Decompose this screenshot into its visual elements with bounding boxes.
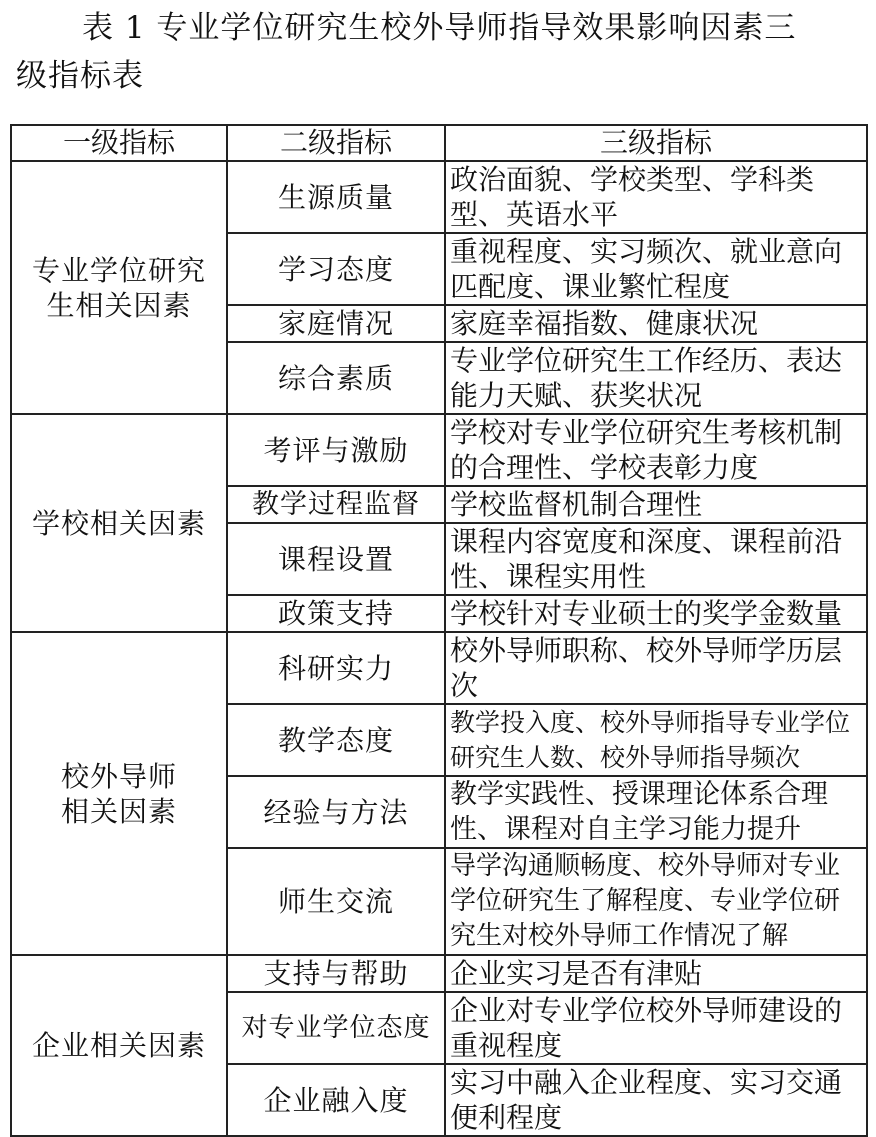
table-caption <box>16 4 866 100</box>
level3-cell: 企业对专业学位校外导师建设的重视程度 <box>445 992 867 1064</box>
level3-cell: 家庭幸福指数、健康状况 <box>445 305 867 342</box>
level2-cell: 师生交流 <box>227 848 445 955</box>
level2-cell: 家庭情况 <box>227 305 445 342</box>
level2-cell: 教学过程监督 <box>227 486 445 523</box>
level3-cell: 教学投入度、校外导师指导专业学位研究生人数、校外导师指导频次 <box>445 704 867 776</box>
level2-cell: 学习态度 <box>227 233 445 305</box>
level3-cell: 课程内容宽度和深度、课程前沿性、课程实用性 <box>445 523 867 595</box>
table-row <box>11 414 867 486</box>
level2-cell: 生源质量 <box>227 161 445 233</box>
level1-cell: 校外导师相关因素 <box>11 632 227 955</box>
level2-cell: 支持与帮助 <box>227 955 445 992</box>
level3-cell: 教学实践性、授课理论体系合理性、课程对自主学习能力提升 <box>445 776 867 848</box>
header-level2: 二级指标 <box>227 125 445 161</box>
level2-cell: 综合素质 <box>227 342 445 414</box>
level1-cell: 专业学位研究生相关因素 <box>11 161 227 414</box>
level2-cell: 教学态度 <box>227 704 445 776</box>
level3-cell: 学校对专业学位研究生考核机制的合理性、学校表彰力度 <box>445 414 867 486</box>
level2-cell: 科研实力 <box>227 632 445 704</box>
level1-cell: 学校相关因素 <box>11 414 227 632</box>
level2-cell: 经验与方法 <box>227 776 445 848</box>
level2-cell: 企业融入度 <box>227 1064 445 1136</box>
level3-cell: 学校监督机制合理性 <box>445 486 867 523</box>
header-level1: 一级指标 <box>11 125 227 161</box>
table-row <box>11 161 867 233</box>
level3-cell: 学校针对专业硕士的奖学金数量 <box>445 595 867 632</box>
level1-cell: 企业相关因素 <box>11 955 227 1136</box>
caption-line-2: 级指标表 <box>16 58 144 94</box>
level2-cell: 政策支持 <box>227 595 445 632</box>
level2-cell: 课程设置 <box>227 523 445 595</box>
header-row <box>11 125 867 161</box>
table-row <box>11 955 867 992</box>
level3-cell: 实习中融入企业程度、实习交通便利程度 <box>445 1064 867 1136</box>
level3-cell: 校外导师职称、校外导师学历层次 <box>445 632 867 704</box>
header-level3: 三级指标 <box>445 125 867 161</box>
table-row <box>11 632 867 704</box>
level2-cell: 考评与激励 <box>227 414 445 486</box>
indicator-table <box>10 124 868 1137</box>
level3-cell: 重视程度、实习频次、就业意向匹配度、课业繁忙程度 <box>445 233 867 305</box>
level3-cell: 政治面貌、学校类型、学科类型、英语水平 <box>445 161 867 233</box>
level2-cell: 对专业学位态度 <box>227 992 445 1064</box>
level3-cell: 专业学位研究生工作经历、表达能力天赋、获奖状况 <box>445 342 867 414</box>
level3-cell: 企业实习是否有津贴 <box>445 955 867 992</box>
caption-line-1: 表 1 专业学位研究生校外导师指导效果影响因素三 <box>82 10 797 46</box>
level3-cell: 导学沟通顺畅度、校外导师对专业学位研究生了解程度、专业学位研究生对校外导师工作情况了解 <box>445 848 867 955</box>
